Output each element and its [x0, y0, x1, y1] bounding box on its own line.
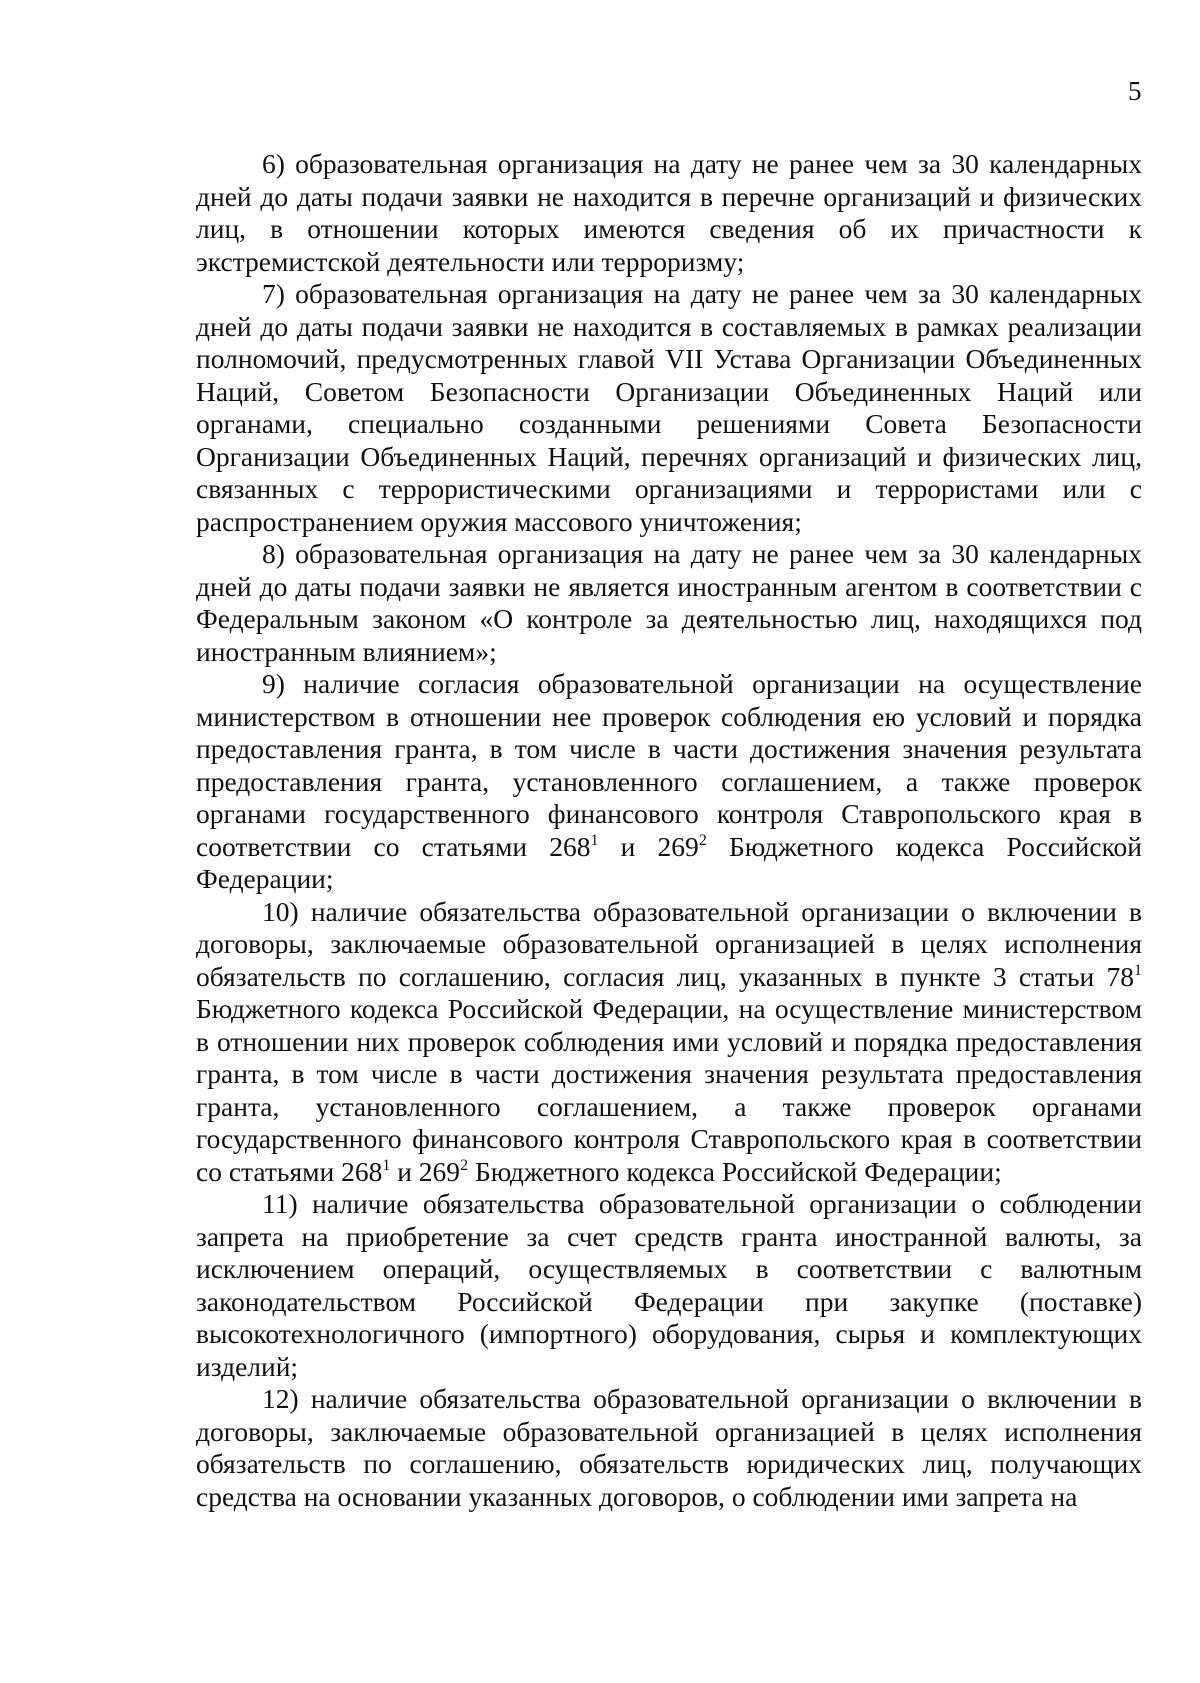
paragraph-text: 11) наличие обязательства образовательной организации о соблюдении запрета на приобретение за счет средств гранта иностранной валюты, за исключением операций, осуществляемых в соответствии с валютным законодательством Российской Федерации при закупке (поставке) высокотехнологичного (импортного) оборудования, сырья и комплектующих изделий; [196, 1188, 1142, 1382]
paragraph-item-1 [196, 148, 1142, 278]
superscript-index: 1 [1134, 961, 1142, 979]
paragraph-item-6 [196, 1188, 1142, 1383]
paragraph-item-5 [196, 896, 1142, 1189]
paragraph-text: и 269 [390, 1155, 461, 1187]
paragraph-text: 12) наличие обязательства образовательной организации о включении в договоры, заключаемые образовательной организацией в целях исполнения обязательств по соглашению, обязательств юридических лиц, получающих средства на основании указанных договоров, о соблюдении ими запрета на [196, 1383, 1142, 1512]
paragraph-item-2 [196, 278, 1142, 538]
paragraph-item-4 [196, 668, 1142, 896]
paragraph-text: Бюджетного кодекса Российской Федерации; [468, 1155, 1002, 1187]
paragraph-text: 8) образовательная организация на дату не ранее чем за 30 календарных дней до даты подачи заявки не является иностранным агентом в соответствии с Федеральным законом «О контроле за деятельностью лиц, находящихся под иностранным влиянием»; [196, 538, 1142, 667]
paragraph-text: 10) наличие обязательства образовательной организации о включении в договоры, заключаемые образовательной организацией в целях исполнения обязательств по соглашению, согласия лиц, указанных в пункте 3 статьи 78 [196, 895, 1142, 992]
superscript-index: 1 [590, 831, 599, 849]
paragraph-text: Бюджетного кодекса Российской Федерации; [196, 830, 1142, 894]
paragraph-text: и 269 [598, 830, 699, 862]
superscript-index: 2 [698, 831, 707, 849]
document-body [196, 148, 1142, 1513]
paragraph-item-7 [196, 1383, 1142, 1513]
superscript-index: 1 [382, 1156, 391, 1174]
paragraph-item-3 [196, 538, 1142, 668]
paragraph-text: 6) образовательная организация на дату не ранее чем за 30 календарных дней до даты подачи заявки не находится в перечне организаций и физических лиц, в отношении которых имеются сведения об их причастности к экстремистской деятельности или терроризму; [196, 148, 1142, 277]
paragraph-text: 9) наличие согласия образовательной организации на осуществление министерством в отношении нее проверок соблюдения ею условий и порядка предоставления гранта, в том числе в части достижения значения результата предоставления гранта, установленного соглашением, а также проверок органами государственного финансового контроля Ставропольского края в соответствии со статьями 268 [196, 668, 1142, 862]
superscript-index: 2 [460, 1156, 469, 1174]
paragraph-text: Бюджетного кодекса Российской Федерации, на осуществление министерством в отношении них проверок соблюдения ими условий и порядка предоставления гранта, в том числе в части достижения значения результата предоставления гранта, установленного соглашением, а также проверок органами государственного финансового контроля Ставропольского края в соответствии со статьями 268 [196, 993, 1142, 1187]
page-number: 5 [1128, 76, 1142, 106]
paragraph-text: 7) образовательная организация на дату не ранее чем за 30 календарных дней до даты подачи заявки не находится в составляемых в рамках реализации полномочий, предусмотренных главой VII Устава Организации Объединенных Наций, Советом Безопасности Организации Объединенных Наций или органами, специально созданными решениями Совета Безопасности Организации Объединенных Наций, перечнях организаций и физических лиц, связанных с террористическими организациями и террористами или с распространением оружия массового уничтожения; [196, 278, 1142, 537]
